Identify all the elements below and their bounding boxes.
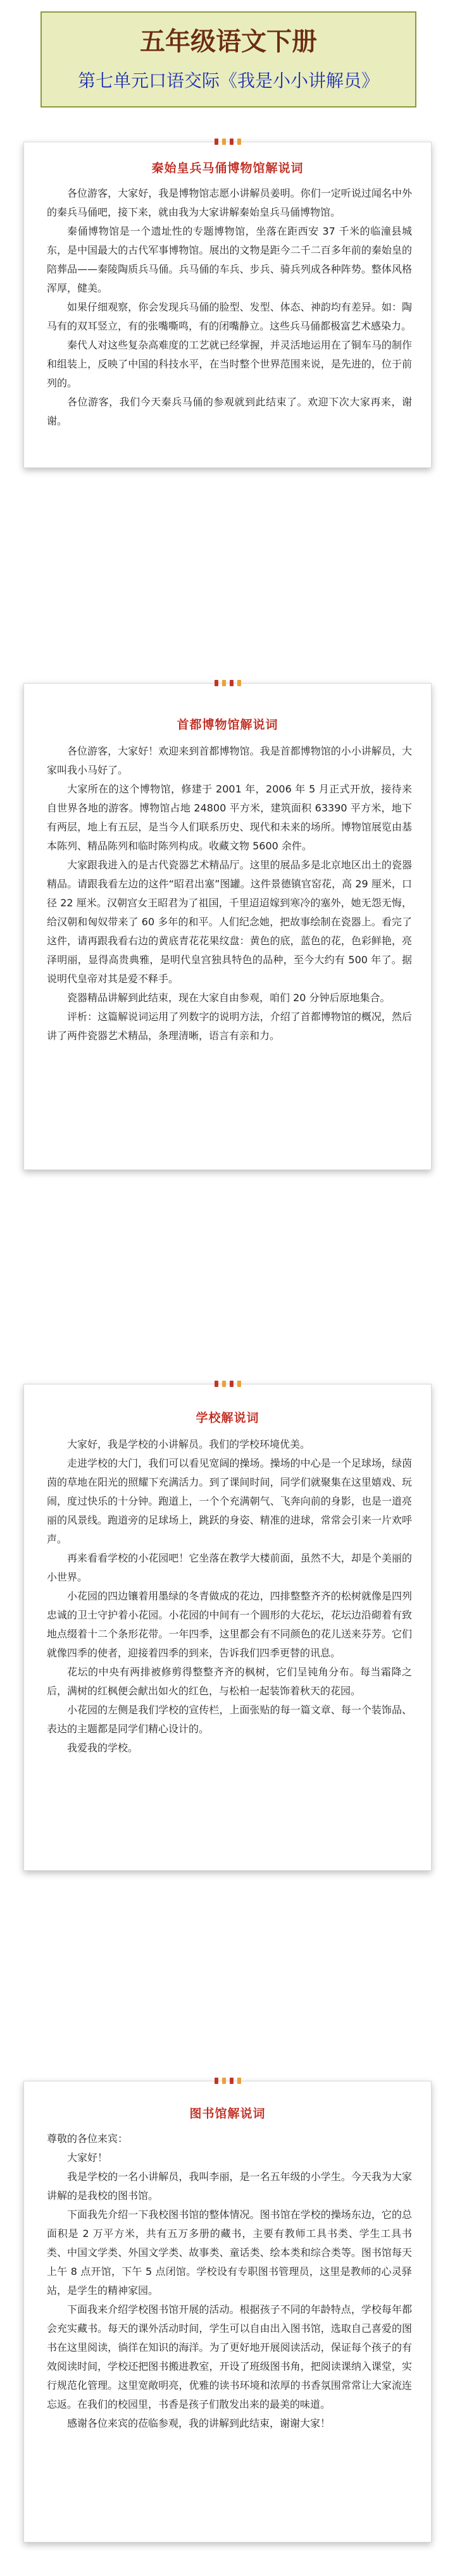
paragraph: 下面我先介绍一下我校图书馆的整体情况。图书馆在学校的操场东边，它的总面积是 2 万平方米，共有五万多册的藏书，主要有教师工具书类、学生工具书类、中国文学类、外国文学类、故事类、童话类、绘本类和综合类等。图书馆每天上午 8 点开馆，下午 5 点闭馆。学校设有专职图书管理员，这里是教师的心灵驿站，是学生的精神家园。 — [47, 2209, 412, 2296]
card-body — [47, 1435, 412, 1758]
paragraph: 各位游客，大家好！欢迎来到首都博物馆。我是首都博物馆的小小讲解员，大家叫我小马好了。 — [47, 745, 412, 776]
header-banner — [41, 11, 416, 108]
paragraph: 评析：这篇解说词运用了列数字的说明方法，介绍了首都博物馆的概况，然后讲了两件瓷器艺术精品，条理清晰，语言有亲和力。 — [47, 1011, 412, 1042]
page-subtitle: 第七单元口语交际《我是小小讲解员》 — [77, 70, 379, 91]
paragraph: 我爱我的学校。 — [67, 1742, 139, 1754]
paragraph: 秦俑博物馆是一个遗址性的专题博物馆，坐落在距西安 37 千米的临潼县城东，是中国最大的古代军事博物馆。展出的文物是距今二千二百多年前的秦始皇的陪葬品——秦陵陶质兵马俑。兵马俑的车兵、步兵、骑兵列成各种阵势。整体风格浑厚，健美。 — [47, 225, 412, 294]
card-capital-museum — [23, 683, 432, 1170]
card-title: 秦始皇兵马俑博物馆解说词 — [151, 161, 304, 175]
greeting: 大家好！ — [67, 2152, 108, 2164]
card-body — [47, 2129, 412, 2433]
paragraph: 走进学校的大门，我们可以看见宽阔的操场。操场的中心是一个足球场，绿茵茵的草地在阳光的照耀下充满活力。到了课间时间，同学们就聚集在这里嬉戏、玩闹，度过快乐的十分钟。跑道上，一个个充满朝气、飞奔向前的身影，也是一道亮丽的风景线。跑道旁的足球场上，跳跃的身姿、精准的进球，常常会引来一片欢呼声。 — [47, 1457, 412, 1545]
paragraph: 下面我来介绍学校图书馆开展的活动。根据孩子不同的年龄特点，学校每年都会充实藏书。每天的课外活动时间，学生可以自由出入图书馆，选取自己喜爱的图书在这里阅读，徜徉在知识的海洋。为了更好地开展阅读活动，保证每个孩子的有效阅读时间，学校还把图书搬进教室，开设了班级图书角，把阅读课纳入课堂，实行规范化管理。这里宽敞明亮，优雅的读书环境和浓厚的书香氛围常常让大家流连忘返。在我们的校园里，书香是孩子们散发出来的最美的味道。 — [47, 2303, 412, 2410]
paragraph: 各位游客，大家好，我是博物馆志愿小讲解员姜明。你们一定听说过闻名中外的秦兵马俑吧，接下来，就由我为大家讲解秦始皇兵马俑博物馆。 — [47, 187, 412, 218]
card-ribbon-icon — [215, 1381, 241, 1387]
card-body — [47, 184, 412, 431]
paragraph: 瓷器精品讲解到此结束，现在大家自由参观，咱们 20 分钟后原地集合。 — [67, 992, 390, 1004]
card-ribbon-icon — [215, 2078, 241, 2084]
paragraph: 秦代人对这些复杂高难度的工艺就已经掌握，并灵活地运用在了铜车马的制作和组装上，反映了中国的科技水平，在当时整个世界范围来说，是先进的，位于前列的。 — [47, 339, 412, 389]
paragraph: 大家所在的这个博物馆，修建于 2001 年，2006 年 5 月正式开放，接待来自世界各地的游客。博物馆占地 24800 平方米，建筑面积 63390 平方米，地下有两层，地上有五层，是当今人们联系历史、现代和未来的场所。博物馆展览由基本陈列、精品陈列和临时陈列构成。收藏文物 5600 余件。 — [47, 783, 412, 852]
paragraph: 花坛的中央有两排被修剪得整整齐齐的枫树，它们呈钝角分布。每当霜降之后，满树的红枫便会献出如火的红色，与松柏一起装饰着秋天的花园。 — [47, 1666, 412, 1697]
paragraph: 大家跟我进入的是古代瓷器艺术精品厅。这里的展品多是北京地区出土的瓷器精品。请跟我看左边的这件“昭君出塞”图罐。这件景德镇官窑花，高 29 厘米，口径 22 厘米。汉朝宫女王昭君为了祖国，千里迢迢嫁到寒冷的塞外，她无怨无悔，给汉朝和匈奴带来了 60 多年的和平。人们纪念她，把故事绘制在瓷器上。看完了这件，请再跟我看右边的黄底青花花果纹盘：黄色的底，蓝色的花，色彩鲜艳，亮泽明丽，显得高贵典雅，是明代皇宫独具特色的品种，至今大约有 500 年了。据说明代皇帝对其是爱不释手。 — [47, 859, 412, 985]
paragraph: 我是学校的一名小讲解员，我叫李丽，是一名五年级的小学生。今天我为大家讲解的是我校的图书馆。 — [47, 2171, 412, 2202]
paragraph: 再来看看学校的小花园吧！它坐落在教学大楼前面，虽然不大，却是个美丽的小世界。 — [47, 1552, 412, 1583]
card-title: 图书馆解说词 — [189, 2107, 266, 2121]
paragraph: 大家好，我是学校的小讲解员。我们的学校环境优美。 — [67, 1438, 311, 1450]
card-body — [47, 742, 412, 1045]
paragraph: 感谢各位来宾的莅临参观，我的讲解到此结束，谢谢大家！ — [67, 2417, 331, 2429]
paragraph: 如果仔细观察，你会发现兵马俑的脸型、发型、体态、神韵均有差异。如：陶马有的双耳竖立，有的张嘴嘶鸣，有的闭嘴静立。这些兵马俑都极富艺术感染力。 — [47, 301, 412, 332]
card-ribbon-icon — [215, 680, 241, 686]
card-title: 学校解说词 — [196, 1411, 259, 1425]
card-ribbon-icon — [215, 139, 241, 145]
paragraph: 小花园的四边镶着用墨绿的冬青做成的花边，四排整整齐齐的松树就像是四列忠诚的卫士守护着小花园。小花园的中间有一个圆形的大花坛，花坛边沿砌着有致地点缀着十二个条形花带。一年四季，这里都会有不同颜色的花儿送来芬芳。它们就像四季的使者，迎接着四季的到来，告诉我们四季更替的讯息。 — [47, 1590, 412, 1659]
paragraph: 小花园的左侧是我们学校的宣传栏，上面张贴的每一篇文章、每一个装饰品、表达的主题都是同学们精心设计的。 — [47, 1704, 412, 1735]
salutation: 尊敬的各位来宾： — [47, 2133, 128, 2145]
card-terracotta-museum — [23, 142, 432, 468]
card-school — [23, 1384, 432, 1871]
card-library — [23, 2081, 432, 2542]
page-title: 五年级语文下册 — [140, 27, 317, 56]
card-title: 首都博物馆解说词 — [177, 718, 278, 732]
paragraph: 各位游客，我们今天秦兵马俑的参观就到此结束了。欢迎下次大家再来，谢谢。 — [47, 396, 412, 427]
